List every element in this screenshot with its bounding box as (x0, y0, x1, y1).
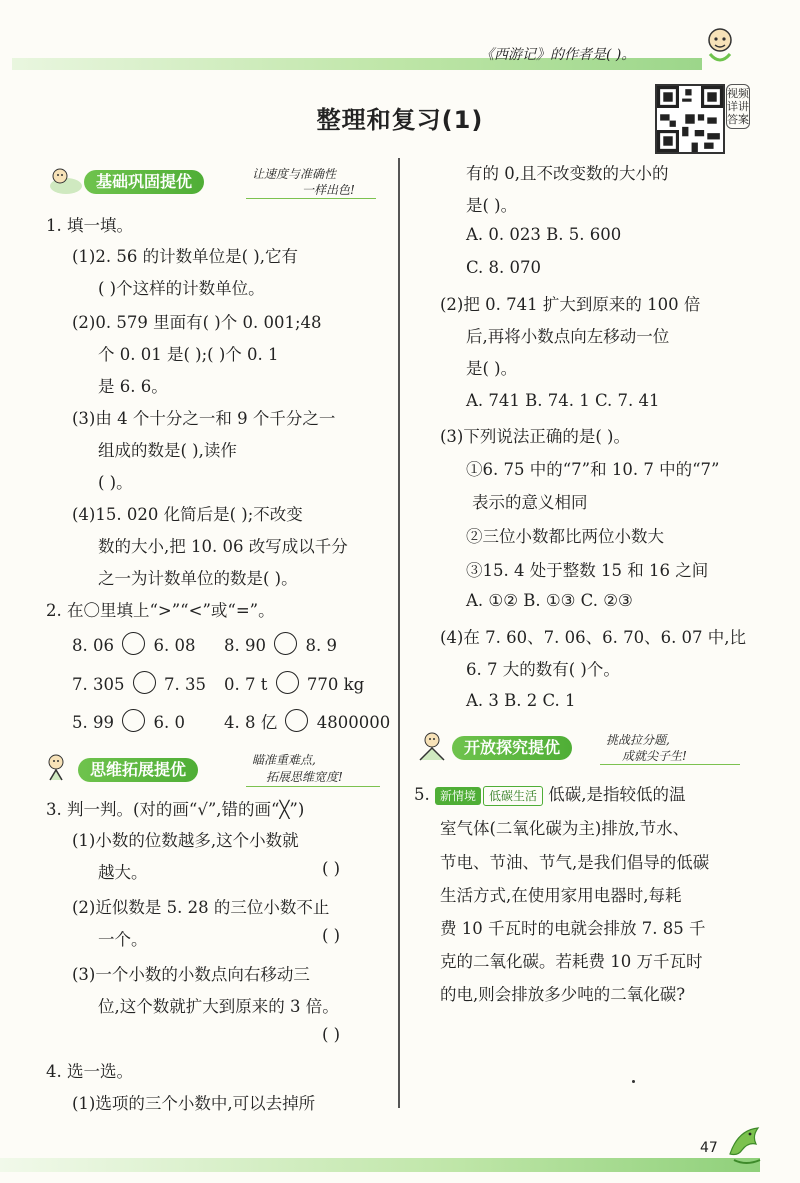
compare-circle[interactable] (274, 632, 297, 655)
section-underline (246, 198, 376, 199)
section-banner-open (414, 734, 744, 762)
compare-right: 6. 08 (153, 636, 196, 655)
q1-3-line1: (3)由 4 个十分之一和 9 个千分之一 (72, 409, 336, 428)
q3-3-line2: 位,这个数就扩大到原来的 3 倍。 (98, 997, 339, 1016)
q5-line4: 生活方式,在使用家用电器时,每耗 (440, 886, 682, 905)
section-label-thinking: 思维拓展提优 (78, 758, 198, 782)
q3-1-line2: 越大。 (98, 863, 148, 882)
q1-4-line1: (4)15. 020 化简后是( );不改变 (72, 505, 303, 524)
q4-4-options: A. 3 B. 2 C. 1 (466, 691, 576, 710)
compare-circle[interactable] (122, 709, 145, 732)
compare-left: 4. 8 亿 (224, 713, 278, 732)
compare-left: 0. 7 t (224, 675, 268, 694)
section-slogan-open-2: 成就尖子生! (622, 749, 687, 763)
q3-heading: 3. 判一判。(对的画“√”,错的画“╳”) (46, 800, 305, 819)
q4-4-line1: (4)在 7. 60、7. 06、6. 70、6. 07 中,比 (440, 628, 747, 647)
q5-line7: 的电,则会排放多少吨的二氧化碳? (440, 985, 686, 1004)
compare-right: 770 kg (306, 675, 365, 694)
compare-right: 7. 35 (163, 675, 206, 694)
q4-4-line2: 6. 7 大的数有( )个。 (466, 660, 620, 679)
compare-circle[interactable] (285, 709, 308, 732)
q4-2-line3: 是( )。 (466, 359, 518, 378)
q5-line3: 节电、节油、节气,是我们倡导的低碳 (440, 853, 710, 872)
section-underline (246, 786, 380, 787)
q3-3-line1: (3)一个小数的小数点向右移动三 (72, 965, 310, 984)
q1-1-line2: ( )个这样的计数单位。 (98, 279, 265, 298)
compare-right: 6. 0 (153, 713, 185, 732)
section-label-basic: 基础巩固提优 (84, 170, 204, 194)
q1-2-line3: 是 6. 6。 (98, 377, 168, 396)
compare-left: 5. 99 (72, 713, 114, 732)
q4-2-line2: 后,再将小数点向左移动一位 (466, 327, 670, 346)
answer-paren[interactable]: ( ) (322, 926, 341, 945)
q1-3-line2: 组成的数是( ),读作 (98, 441, 237, 460)
q4-1-line1: (1)选项的三个小数中,可以去掉所 (72, 1094, 316, 1113)
cartoon-student-icon (46, 162, 84, 198)
q1-3-line3: ( )。 (98, 473, 133, 492)
low-carbon-tag: 低碳生活 (483, 786, 543, 806)
section-banner-basic (46, 168, 386, 196)
section-slogan-basic-1: 让速度与准确性 (252, 167, 337, 181)
stray-dot (632, 1080, 635, 1083)
q4-3-line1: (3)下列说法正确的是( )。 (440, 427, 630, 446)
left-column (0, 0, 398, 1183)
section-slogan-thinking-1: 瞄准重难点, (252, 753, 316, 767)
section-banner-thinking (40, 753, 386, 784)
q1-1-line1: (1)2. 56 的计数单位是( ),它有 (72, 247, 298, 266)
q4-1-options-2: C. 8. 070 (466, 258, 542, 277)
q1-heading: 1. 填一填。 (46, 216, 133, 235)
page-number: 47 (700, 1140, 718, 1156)
q4-2-line1: (2)把 0. 741 扩大到原来的 100 倍 (440, 295, 701, 314)
bottom-color-bar (0, 1158, 760, 1172)
q4-1-line2: 有的 0,且不改变数的大小的 (466, 164, 669, 183)
compare-row (224, 709, 390, 733)
compare-left: 7. 305 (72, 675, 125, 694)
section-slogan-open-1: 挑战拉分题, (606, 733, 670, 747)
q1-2-line2: 个 0. 01 是( );( )个 0. 1 (98, 345, 279, 364)
compare-right: 8. 9 (305, 636, 337, 655)
compare-row (72, 709, 185, 732)
q5-line6: 克的二氧化碳。若耗费 10 万千瓦时 (440, 952, 703, 971)
compare-row (72, 671, 206, 694)
q4-3-options: A. ①② B. ①③ C. ②③ (466, 591, 633, 610)
q5-text: 低碳,是指较低的温 (548, 785, 686, 804)
q4-3-statement-2: ②三位小数都比两位小数大 (466, 527, 664, 546)
q4-1-line3: 是( )。 (466, 196, 518, 215)
section-slogan-basic-2: 一样出色! (302, 183, 355, 197)
q4-1-options-1: A. 0. 023 B. 5. 600 (466, 225, 622, 244)
q3-2-line2: 一个。 (98, 930, 148, 949)
right-column (400, 0, 800, 1183)
q4-3-statement-1b: 表示的意义相同 (472, 493, 588, 512)
cartoon-thinker-icon (40, 750, 78, 786)
qr-caption: 视频详讲答案 (726, 84, 750, 129)
compare-left: 8. 06 (72, 636, 114, 655)
q5-line1 (414, 781, 686, 806)
compare-row (72, 632, 195, 655)
q1-2-line1: (2)0. 579 里面有( )个 0. 001;48 (72, 313, 322, 332)
new-context-tag: 新情境 (435, 787, 481, 805)
compare-right: 4800000 (316, 713, 391, 732)
q4-3-statement-3: ③15. 4 处于整数 15 和 16 之间 (466, 561, 709, 580)
page-title: 整理和复习(1) (316, 106, 484, 134)
q5-number: 5. (414, 785, 430, 804)
dolphin-mascot-icon (722, 1120, 770, 1168)
q1-4-line2: 数的大小,把 10. 06 改写成以千分 (98, 537, 348, 556)
compare-circle[interactable] (122, 632, 145, 655)
compare-left: 8. 90 (224, 636, 266, 655)
q5-line2: 室气体(二氧化碳为主)排放,节水、 (440, 819, 690, 838)
compare-circle[interactable] (133, 671, 156, 694)
q4-2-options: A. 741 B. 74. 1 C. 7. 41 (466, 391, 660, 410)
q3-2-line1: (2)近似数是 5. 28 的三位小数不止 (72, 898, 330, 917)
compare-row (224, 632, 337, 655)
answer-paren[interactable]: ( ) (322, 859, 341, 878)
q3-1-line1: (1)小数的位数越多,这个小数就 (72, 831, 299, 850)
q4-heading: 4. 选一选。 (46, 1062, 133, 1081)
q2-heading: 2. 在〇里填上“>”“<”或“=”。 (46, 601, 275, 620)
q5-line5: 费 10 千瓦时的电就会排放 7. 85 千 (440, 919, 706, 938)
q4-3-statement-1a: ①6. 75 中的“7”和 10. 7 中的“7” (466, 460, 720, 479)
section-slogan-thinking-2: 拓展思维宽度! (266, 770, 343, 784)
section-label-open: 开放探究提优 (452, 736, 572, 760)
answer-paren[interactable]: ( ) (322, 1025, 341, 1044)
cartoon-explorer-icon (414, 728, 452, 764)
section-underline (600, 764, 740, 765)
compare-row (224, 671, 364, 694)
q1-4-line3: 之一为计数单位的数是( )。 (98, 569, 298, 588)
compare-circle[interactable] (276, 671, 299, 694)
header-note: 《西游记》的作者是( )。 (480, 47, 636, 63)
